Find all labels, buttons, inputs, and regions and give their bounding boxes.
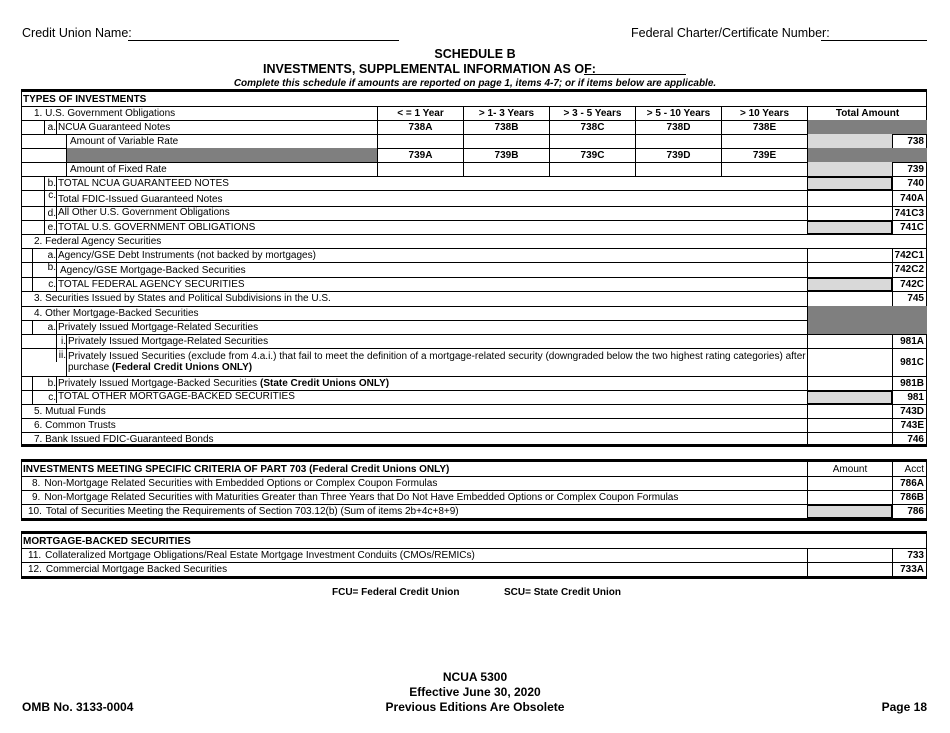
code-738c: 738C — [549, 120, 635, 134]
amount-743e[interactable] — [807, 418, 892, 432]
amount-740 — [807, 177, 892, 190]
code-786b: 786B — [892, 490, 927, 504]
row-common-trusts: 6. Common Trusts — [34, 419, 116, 431]
input-variable-5-10yr[interactable] — [635, 134, 721, 148]
prefix-4aii: ii. — [56, 348, 66, 362]
input-fixed-3-5yr[interactable] — [549, 162, 635, 176]
code-742c2: 742C2 — [892, 262, 927, 277]
as-of-date-field[interactable] — [584, 60, 686, 75]
row-private-nonmrs-line2 — [68, 362, 252, 373]
amount-740a[interactable] — [807, 190, 892, 206]
row-private-nonmrs-line2-text: purchase — [68, 362, 112, 373]
part703-heading: INVESTMENTS MEETING SPECIFIC CRITERIA OF PART 703 (Federal Credit Unions ONLY) — [23, 463, 450, 475]
row-mutual-funds: 5. Mutual Funds — [34, 405, 106, 417]
credit-union-name-label: Credit Union Name: — [22, 26, 132, 40]
types-of-investments-heading: TYPES OF INVESTMENTS — [23, 93, 147, 105]
mbs-heading: MORTGAGE-BACKED SECURITIES — [23, 535, 191, 547]
row-private-nonmrs — [66, 348, 807, 376]
schedule-title: INVESTMENTS, SUPPLEMENTAL INFORMATION AS OF: — [263, 62, 596, 76]
code-741c3: 741C3 — [892, 206, 927, 220]
credit-union-name-field[interactable] — [128, 26, 399, 41]
amount-743d[interactable] — [807, 404, 892, 418]
row-total-ncua-notes: TOTAL NCUA GUARANTEED NOTES — [58, 177, 229, 189]
row-private-mbs — [56, 376, 389, 390]
prefix-2a: a. — [32, 248, 56, 262]
code-738e: 738E — [721, 120, 807, 134]
row-variable-rate: Amount of Variable Rate — [66, 134, 377, 148]
code-738b: 738B — [463, 120, 549, 134]
amount-733a[interactable] — [807, 562, 892, 576]
table2-bottom-rule — [21, 518, 927, 521]
charter-number-field[interactable] — [821, 26, 927, 41]
row-private-mbs-text: Privately Issued Mortgage-Backed Securities — [58, 377, 257, 389]
amount-981c[interactable] — [807, 348, 892, 376]
amount-786 — [807, 505, 892, 518]
code-981c: 981C — [892, 348, 927, 376]
code-743d: 743D — [892, 404, 927, 418]
row-agency-debt: Agency/GSE Debt Instruments (not backed by mortgages) — [58, 249, 316, 261]
row-10-num: 10. — [28, 505, 42, 517]
code-733a: 733A — [892, 562, 927, 576]
row-10 — [28, 504, 459, 518]
amount-742c — [807, 278, 892, 291]
prefix-1d: d. — [44, 206, 56, 220]
row-fixed-rate: Amount of Fixed Rate — [66, 162, 377, 176]
code-745: 745 — [892, 291, 927, 306]
row-private-mbs-scu: (State Credit Unions ONLY) — [259, 377, 390, 389]
prefix-1e: e. — [44, 220, 56, 234]
code-738d: 738D — [635, 120, 721, 134]
amount-981b[interactable] — [807, 376, 892, 390]
input-variable-3-5yr[interactable] — [549, 134, 635, 148]
amount-733[interactable] — [807, 548, 892, 562]
row-ncua-guaranteed-notes: NCUA Guaranteed Notes — [58, 121, 171, 133]
effective-date: Effective June 30, 2020 — [409, 685, 541, 699]
input-fixed-1-3yr[interactable] — [463, 162, 549, 176]
prefix-4b: b. — [32, 376, 56, 390]
input-variable-1-3yr[interactable] — [463, 134, 549, 148]
row-other-mbs: 4. Other Mortgage-Backed Securities — [34, 307, 199, 319]
prefix-4a: a. — [32, 320, 56, 334]
code-981a: 981A — [892, 334, 927, 348]
row-8-num: 8. — [32, 477, 41, 489]
prefix-4c: c. — [32, 390, 56, 404]
row-8 — [32, 476, 437, 490]
shaded-cell — [807, 148, 927, 162]
schedule-heading: SCHEDULE B — [434, 47, 516, 61]
row-total-agency: TOTAL FEDERAL AGENCY SECURITIES — [58, 278, 245, 290]
shaded-cell — [807, 306, 927, 334]
code-738a: 738A — [377, 120, 463, 134]
code-739e: 739E — [721, 148, 807, 162]
amount-741c — [807, 221, 892, 234]
code-742c: 742C — [892, 277, 927, 291]
prefix-1b: b. — [44, 176, 56, 190]
col-header-1yr: < = 1 Year — [377, 106, 463, 120]
amount-742c2[interactable] — [807, 262, 892, 277]
row-federal-agency: 2. Federal Agency Securities — [34, 235, 162, 247]
prefix-4ai: i. — [56, 334, 66, 348]
row-private-mrs: Privately Issued Mortgage-Related Securities — [58, 321, 259, 333]
row-fdic-notes: Total FDIC-Issued Guaranteed Notes — [56, 191, 223, 207]
code-981b: 981B — [892, 376, 927, 390]
charter-number-label: Federal Charter/Certificate Number: — [631, 26, 830, 40]
code-738: 738 — [892, 134, 927, 148]
amount-741c3[interactable] — [807, 206, 892, 220]
code-739a: 739A — [377, 148, 463, 162]
code-739c: 739C — [549, 148, 635, 162]
obsolete-note: Previous Editions Are Obsolete — [385, 700, 565, 714]
row-agency-mbs: Agency/GSE Mortgage-Backed Securities — [56, 263, 246, 278]
row-private-mrs-i: Privately Issued Mortgage-Related Securities — [68, 335, 269, 347]
col-header-10yr: > 10 Years — [721, 106, 807, 120]
input-fixed-1yr[interactable] — [377, 162, 463, 176]
page-number: Page 18 — [881, 700, 927, 714]
code-741c: 741C — [892, 220, 927, 234]
row-total-other-mbs: TOTAL OTHER MORTGAGE-BACKED SECURITIES — [58, 390, 295, 402]
row-12-label: Commercial Mortgage Backed Securities — [45, 563, 228, 575]
row-total-gov: TOTAL U.S. GOVERNMENT OBLIGATIONS — [58, 221, 256, 233]
row-private-nonmrs-fcu: (Federal Credit Unions ONLY) — [111, 362, 253, 373]
row-10-label: Total of Securities Meeting the Requirements of Section 703.12(b) (Sum of items 2b+4c+8+9) — [45, 505, 459, 517]
row-other-gov: All Other U.S. Government Obligations — [58, 206, 230, 218]
row-9 — [32, 490, 678, 504]
prefix-1c: c. — [44, 190, 56, 206]
input-variable-1yr[interactable] — [377, 134, 463, 148]
row-9-num: 9. — [32, 491, 41, 503]
row-12 — [28, 562, 227, 576]
amount-header: Amount — [807, 462, 892, 476]
input-fixed-10yr[interactable] — [721, 162, 807, 176]
shaded-label-cell — [66, 148, 377, 162]
input-variable-10yr[interactable] — [721, 134, 807, 148]
code-733: 733 — [892, 548, 927, 562]
code-786a: 786A — [892, 476, 927, 490]
input-fixed-5-10yr[interactable] — [635, 162, 721, 176]
amount-745[interactable] — [807, 291, 892, 306]
code-739: 739 — [892, 162, 927, 176]
amount-742c1[interactable] — [807, 248, 892, 262]
code-740a: 740A — [892, 190, 927, 206]
row-11 — [28, 548, 475, 562]
form-number: NCUA 5300 — [442, 670, 508, 684]
col-header-1-3yr: > 1- 3 Years — [463, 106, 549, 120]
table3-bottom-rule — [21, 576, 927, 579]
shaded-cell — [807, 120, 927, 134]
row-9-label: Non-Mortgage Related Securities with Maturities Greater than Three Years that Do Not Have Embedded Options or Complex Coupon Formulas — [44, 491, 679, 503]
amount-981a[interactable] — [807, 334, 892, 348]
acct-header: Acct — [892, 462, 927, 476]
prefix-2b: b. — [32, 262, 56, 277]
row-11-label: Collateralized Mortgage Obligations/Real Estate Mortgage Investment Conduits (CMOs/REMICs) — [45, 549, 475, 561]
schedule-instructions: Complete this schedule if amounts are reported on page 1, items 4-7; or if items below are applicable. — [233, 78, 717, 89]
code-742c1: 742C1 — [892, 248, 927, 262]
row-us-gov-obligations: 1. U.S. Government Obligations — [34, 107, 176, 119]
legend-scu: SCU= State Credit Union — [504, 586, 621, 598]
amount-786b[interactable] — [807, 490, 892, 504]
row-11-num: 11. — [28, 549, 42, 561]
code-739d: 739D — [635, 148, 721, 162]
code-746: 746 — [892, 432, 927, 446]
row-private-nonmrs-line1: Privately Issued Securities (exclude from 4.a.i.) that fail to meet the definition of a mortgage-related security (downgraded below the two highest rating categories) after — [68, 351, 806, 362]
row-8-label: Non-Mortgage Related Securities with Embedded Options or Complex Coupon Formulas — [44, 477, 438, 489]
col-header-total: Total Amount — [807, 106, 927, 120]
table1-bottom-rule — [21, 444, 927, 447]
code-981: 981 — [892, 390, 927, 404]
col-header-5-10yr: > 5 - 10 Years — [635, 106, 721, 120]
grid-line — [21, 418, 927, 419]
omb-number: OMB No. 3133-0004 — [22, 700, 134, 714]
prefix-1a: a. — [44, 120, 56, 134]
code-740: 740 — [892, 176, 927, 190]
total-fixed-rate — [807, 162, 892, 176]
row-12-num: 12. — [28, 563, 42, 575]
code-786: 786 — [892, 504, 927, 518]
row-fdic-bonds: 7. Bank Issued FDIC-Guaranteed Bonds — [34, 433, 214, 445]
col-header-3-5yr: > 3 - 5 Years — [549, 106, 635, 120]
row-state-securities: 3. Securities Issued by States and Political Subdivisions in the U.S. — [34, 293, 331, 304]
amount-786a[interactable] — [807, 476, 892, 490]
total-variable-rate — [807, 134, 892, 148]
prefix-2c: c. — [32, 277, 56, 291]
grid-line — [21, 404, 927, 405]
legend-fcu: FCU= Federal Credit Union — [332, 586, 460, 598]
code-739b: 739B — [463, 148, 549, 162]
amount-981 — [807, 391, 892, 404]
code-743e: 743E — [892, 418, 927, 432]
